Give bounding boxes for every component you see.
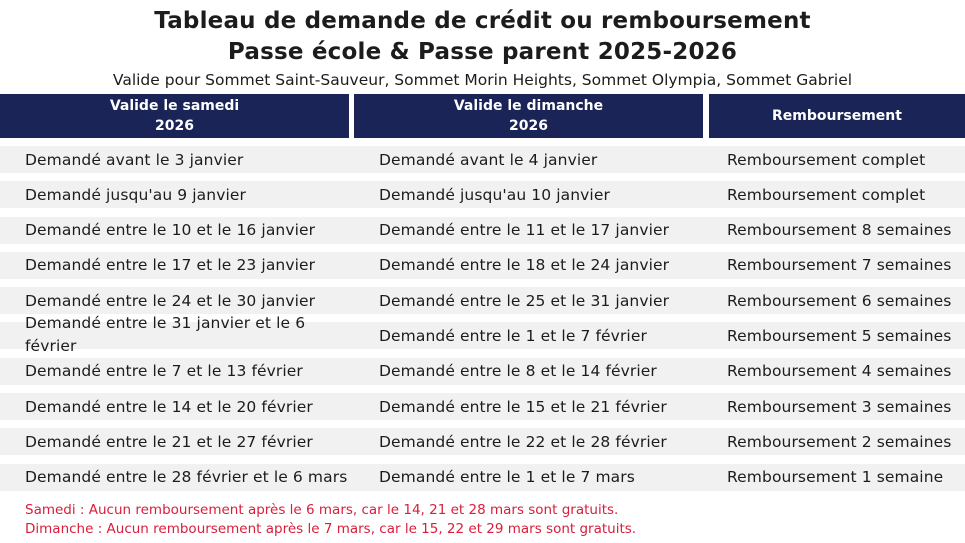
header-saturday-label: Valide le samedi [109, 98, 240, 114]
table-row [0, 217, 965, 244]
cell-sunday: Demandé jusqu'au 10 janvier [379, 185, 610, 204]
note-sunday: Dimanche : Aucun remboursement après le 7 mars, car le 15, 22 et 29 mars sont gratuits. [25, 521, 637, 537]
cell-saturday: Demandé entre le 24 et le 30 janvier [25, 291, 316, 310]
footnotes [25, 501, 636, 539]
header-refund-label: Remboursement [772, 108, 902, 124]
cell-refund: Remboursement complet [727, 150, 926, 169]
refund-table [0, 146, 965, 499]
cell-refund: Remboursement 8 semaines [727, 221, 952, 240]
header-sunday-label: Valide le dimanche [453, 98, 604, 114]
cell-sunday: Demandé entre le 25 et le 31 janvier [379, 291, 670, 310]
cell-refund: Remboursement 6 semaines [727, 291, 952, 310]
cell-refund: Remboursement 7 semaines [727, 256, 952, 275]
cell-saturday: Demandé entre le 10 et le 16 janvier [25, 221, 316, 240]
cell-sunday: Demandé entre le 8 et le 14 février [379, 362, 657, 381]
validity-note: Valide pour Sommet Saint-Sauveur, Sommet Morin Heights, Sommet Olympia, Sommet Gabriel [112, 71, 853, 89]
cell-sunday: Demandé entre le 1 et le 7 mars [379, 468, 635, 487]
table-row [0, 428, 965, 455]
cell-refund: Remboursement 3 semaines [727, 397, 952, 416]
cell-refund: Remboursement 1 semaine [727, 468, 944, 487]
cell-refund: Remboursement 5 semaines [727, 326, 952, 345]
table-row [0, 358, 965, 385]
table-row [0, 464, 965, 491]
cell-sunday: Demandé entre le 15 et le 21 février [379, 397, 667, 416]
page-title: Tableau de demande de crédit ou remboursement [154, 8, 811, 34]
table-row [0, 287, 965, 314]
table-row [0, 252, 965, 279]
header-sunday-year: 2026 [509, 118, 548, 134]
cell-saturday: Demandé entre le 17 et le 23 janvier [25, 256, 316, 275]
cell-refund: Remboursement complet [727, 185, 926, 204]
table-row [0, 181, 965, 208]
note-saturday: Samedi : Aucun remboursement après le 6 mars, car le 14, 21 et 28 mars sont gratuits. [25, 502, 619, 518]
cell-sunday: Demandé entre le 11 et le 17 janvier [379, 221, 670, 240]
cell-refund: Remboursement 4 semaines [727, 362, 952, 381]
table-row [0, 314, 965, 356]
header-refund [709, 94, 965, 138]
cell-saturday: Demandé jusqu'au 9 janvier [25, 185, 246, 204]
cell-sunday: Demandé entre le 18 et le 24 janvier [379, 256, 670, 275]
table-row [0, 393, 965, 420]
cell-refund: Remboursement 2 semaines [727, 432, 952, 451]
cell-sunday: Demandé entre le 1 et le 7 février [379, 326, 647, 345]
cell-sunday: Demandé avant le 4 janvier [379, 150, 598, 169]
cell-saturday: Demandé entre le 31 janvier et le 6 février [25, 314, 306, 356]
header-saturday-year: 2026 [155, 118, 194, 134]
cell-saturday: Demandé entre le 14 et le 20 février [25, 397, 313, 416]
table-row [0, 146, 965, 173]
cell-saturday: Demandé avant le 3 janvier [25, 150, 244, 169]
cell-sunday: Demandé entre le 22 et le 28 février [379, 432, 667, 451]
cell-saturday: Demandé entre le 21 et le 27 février [25, 432, 313, 451]
cell-saturday: Demandé entre le 28 février et le 6 mars [25, 468, 348, 487]
header-saturday [0, 94, 349, 138]
cell-saturday: Demandé entre le 7 et le 13 février [25, 362, 303, 381]
header-sunday [354, 94, 703, 138]
page-subtitle-pass: Passe école & Passe parent 2025-2026 [227, 39, 738, 65]
